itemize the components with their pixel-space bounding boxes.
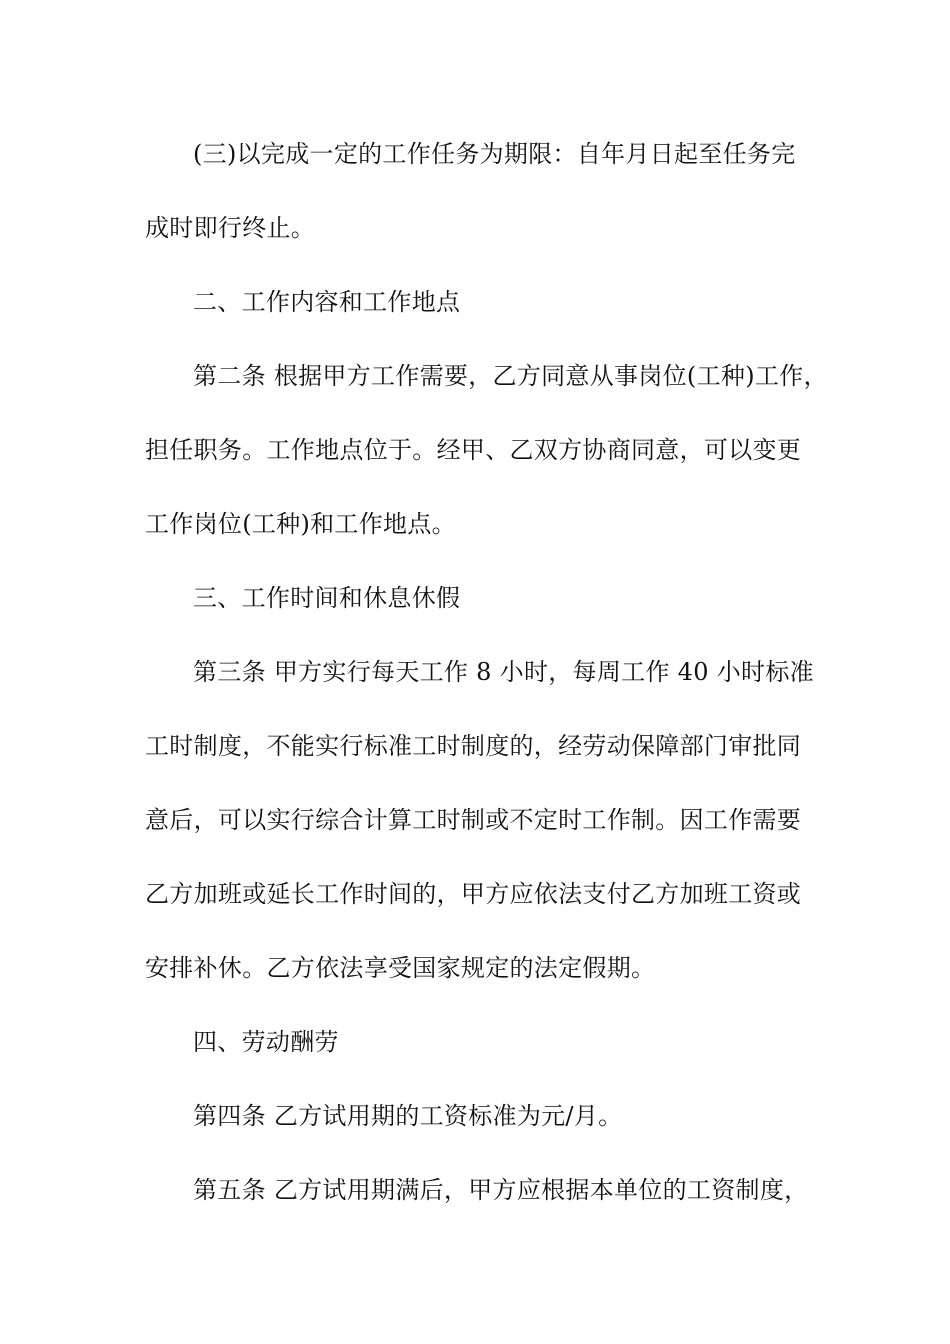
paragraph-line: 乙方加班或延长工作时间的，甲方应依法支付乙方加班工资或 — [145, 880, 802, 908]
paragraph-line: 担任职务。工作地点位于。经甲、乙双方协商同意，可以变更 — [145, 436, 802, 464]
article-line: 第五条 乙方试用期满后，甲方应根据本单位的工资制度， — [193, 1176, 809, 1204]
section-heading: 四、劳动酬劳 — [193, 1028, 339, 1056]
article-line: 第二条 根据甲方工作需要，乙方同意从事岗位(工种)工作， — [193, 362, 828, 390]
paragraph-line: (三)以完成一定的工作任务为期限：自年月日起至任务完 — [193, 140, 796, 168]
article-line: 第三条 甲方实行每天工作 8 小时，每周工作 40 小时标准 — [193, 658, 814, 686]
paragraph-line: 成时即行终止。 — [145, 214, 316, 242]
article-line: 第四条 乙方试用期的工资标准为元/月。 — [193, 1102, 623, 1130]
section-heading: 二、工作内容和工作地点 — [193, 288, 461, 316]
paragraph-line: 工作岗位(工种)和工作地点。 — [145, 510, 456, 538]
paragraph-line: 工时制度，不能实行标准工时制度的，经劳动保障部门审批同 — [145, 732, 802, 760]
paragraph-line: 意后，可以实行综合计算工时制或不定时工作制。因工作需要 — [145, 806, 802, 834]
section-heading: 三、工作时间和休息休假 — [193, 584, 461, 612]
paragraph-line: 安排补休。乙方依法享受国家规定的法定假期。 — [145, 954, 656, 982]
